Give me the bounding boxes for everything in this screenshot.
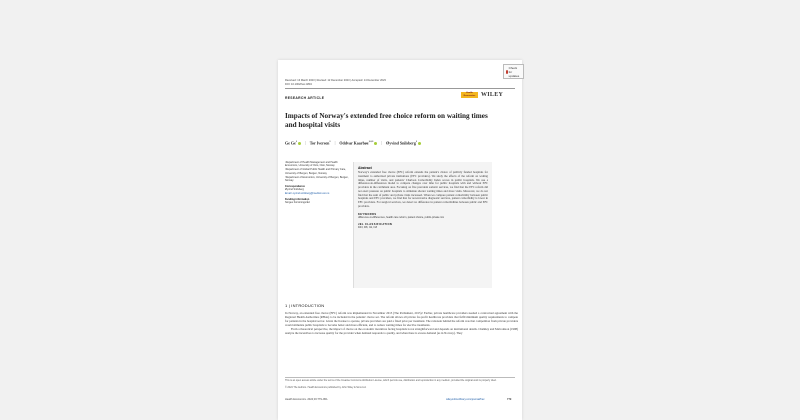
introduction-body (285, 312, 518, 336)
affiliations-sidebar (285, 161, 349, 204)
author-affiliation-mark: 1 (295, 140, 297, 143)
journal-citation: Health Economics. 2024;33:779–801. (285, 398, 329, 401)
abstract-text: Norway's extended free choice (EFC) reform extends the patient's choice of publicly funded hospitals for treatment to authorized private institutions (EFC providers). We study the effects of the reform on waiting times, number of visits, and patients' Charlson Comorbidity Index scores in public hospitals. We use a difference-in-differences model to compare changes over time for public hospitals with and without EFC providers in the catchment area. Focusing on five prevalent somatic services, we find that the EFC reform did not exert pressure on public hospitals to stimulate shorter waiting times and more visits. Moreover, we do not find that the sum of public and private visits increased. When we compare patient comorbidity between public hospitals and EFC providers, we find that for non-invasive diagnostic services, patient comorbidity is lower in EFC providers. For surgical services, we detect no difference in patient comorbidities between public and EFC providers. (358, 170, 488, 208)
body-paragraph: From a theoretical perspective, the impact of choice on the economic incentives facing hospitals is not straightforward and depends on institutional details. Chalkley and Malcomson (1998) analyze the incentives to increase quality for the provider when demand responds to quality, and when there is excess demand (as in Norway). They (285, 326, 518, 335)
orcid-icon[interactable] (374, 142, 377, 145)
copyright-text: © 2024 The Authors. Health Economics published by John Wiley & Sons Ltd. (285, 386, 367, 389)
check-for-updates-label: Check for updates (508, 65, 520, 78)
publisher-logo: WILEY (481, 91, 504, 98)
journal-logo: Health Economics (461, 92, 478, 98)
author-name[interactable]: Tor Iversen (309, 140, 330, 146)
orcid-icon[interactable] (415, 140, 421, 145)
author-name[interactable]: Ge Ge (285, 140, 296, 146)
correspondence-heading: Correspondence (285, 185, 305, 189)
abstract-heading: Abstract (358, 166, 372, 170)
jel-heading: JEL CLASSIFICATION (358, 222, 393, 226)
license-text: This is an open access article under the terms of the Creative Commons Attribution License, which permits use, distribution and reproduction in any medium, provided the original work is properly cited. (285, 379, 497, 382)
keywords-text: difference-in-differences, health care reform, patient choice, public-private mix (358, 215, 445, 219)
author-affiliation-mark: 1 (329, 140, 331, 143)
author-separator: | (304, 140, 306, 146)
affiliation: ³Department of Economics, University of Bergen, Bergen, Norway (285, 175, 349, 183)
author-list (285, 140, 421, 145)
author-name[interactable]: Oddvar Kaarbøe (339, 140, 369, 146)
page-number: 779 (507, 398, 512, 401)
article-type-label: RESEARCH ARTICLE (285, 96, 325, 100)
crossmark-icon (506, 70, 508, 74)
introduction-heading: 1 | INTRODUCTION (285, 303, 325, 308)
author-separator: | (334, 140, 336, 146)
body-paragraph: In Norway, an extended free choice (EFC) reform was implemented in November 2015 (The Parliament, 2015).¹ Earlier, private healthcare providers needed a contractual agreement with the Regional Health Authorities (RHAs) to be included in the patients' choice set. The reform allows all private for-profit healthcare providers that fulfil minimum quality requirements to compete for patients in the hospital sector. Given the license to operate, private providers are paid a fixed price per treatment. The rationale behind the reform was that competition from private providers would stimulate public hospitals to become better and more efficient, and to reduce waiting times for elective treatments. (285, 311, 518, 327)
article-doi[interactable]: DOI: 10.1002/hec.4804 (285, 83, 312, 86)
journal-url[interactable]: wileyonlinelibrary.com/journal/hec (446, 398, 485, 401)
article-title: Impacts of Norway's extended free choice reform on waiting times and hospital visits (285, 112, 488, 129)
author-name[interactable]: Øyvind Snilsberg (386, 140, 416, 146)
correspondence-email[interactable]: Email: oyvind.snilsberg@medisin.uio.no (285, 191, 330, 195)
correspondence-name: Øyvind Snilsberg (285, 188, 304, 192)
article-page (278, 60, 522, 420)
funding-heading: Funding information (285, 197, 310, 201)
abstract-box (353, 162, 492, 288)
keywords-heading: KEYWORDS (358, 212, 377, 216)
article-dates: Received: 13 March 2023 | Revised: 12 December 2023 | Accepted: 14 December 2023 (285, 79, 386, 82)
affiliation: ²Department of Global Public Health and Primary Care, University of Bergen, Bergen, Norway (285, 168, 346, 175)
check-for-updates-button[interactable] (503, 64, 524, 79)
author-separator: | (381, 140, 383, 146)
author-affiliation-mark: 1,2,3 (368, 140, 374, 143)
orcid-icon[interactable] (295, 140, 301, 145)
jel-text: D43, I08, I11, I18 (358, 225, 377, 229)
author-affiliation-mark: 1 (415, 140, 418, 143)
affiliation: ¹Department of Health Management and Health Economics, University of Oslo, Oslo, Norway (285, 161, 338, 168)
funding-text: Norges Forskningsråd (285, 201, 310, 205)
